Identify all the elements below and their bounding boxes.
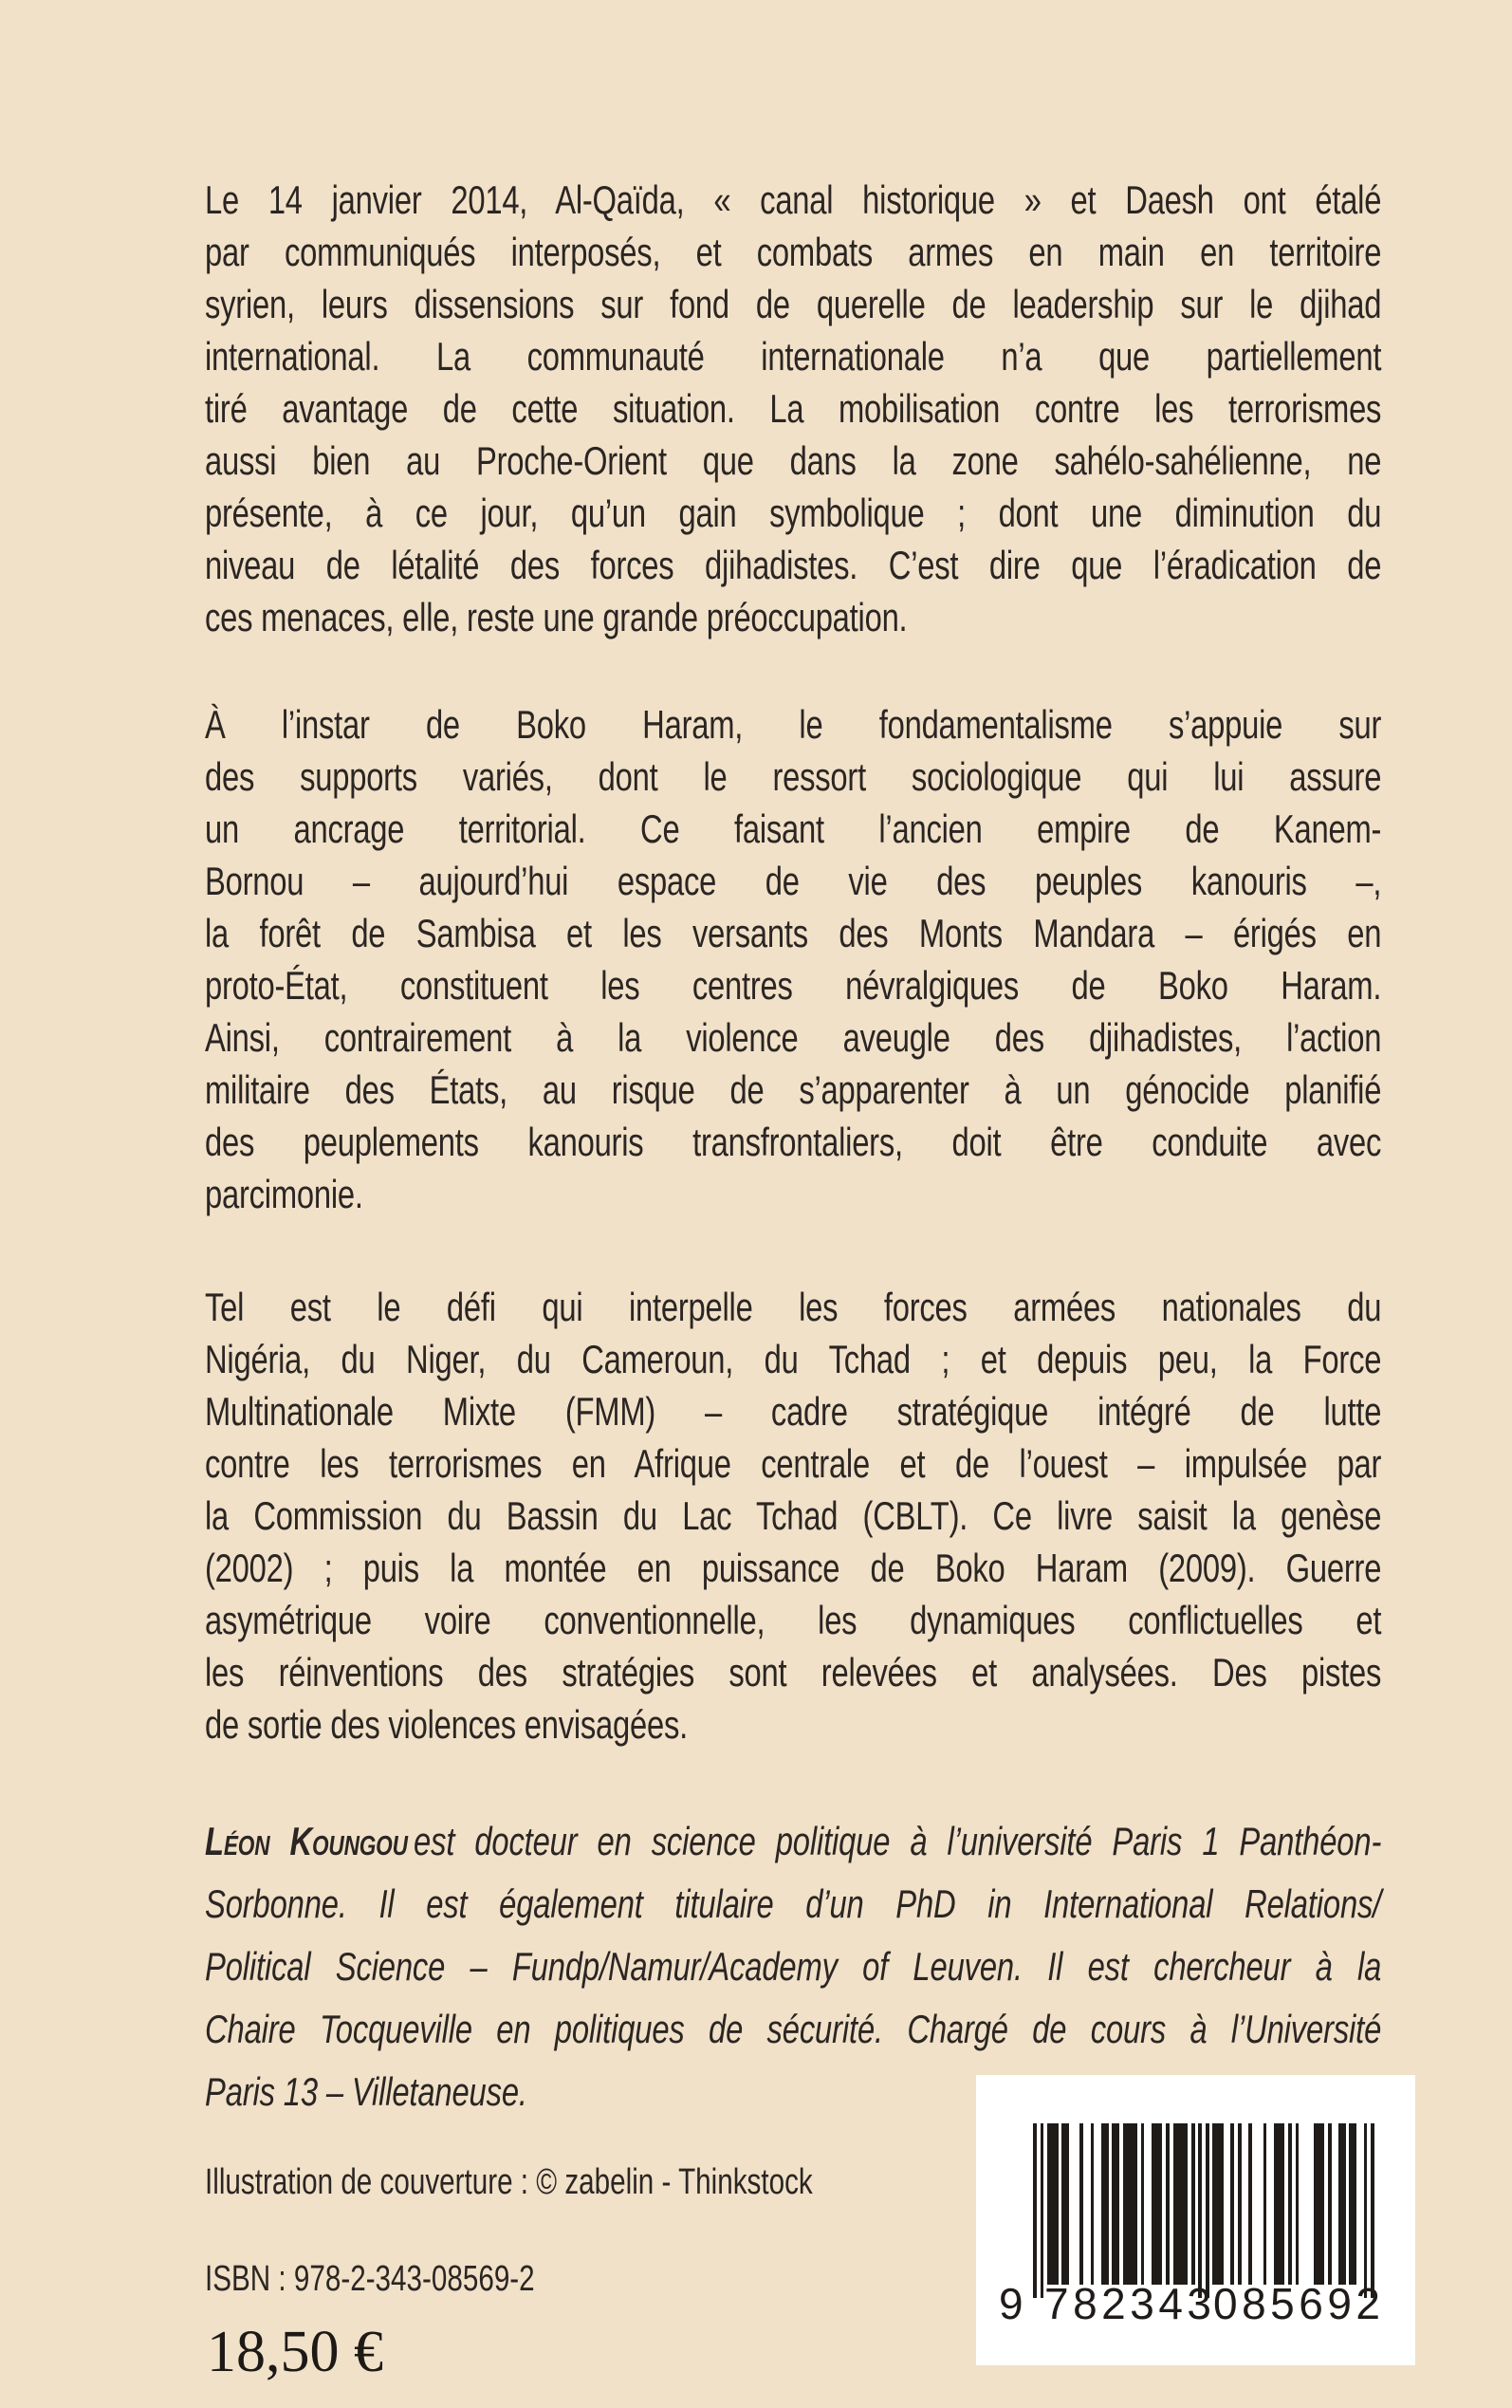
text-line: syrien, leurs dissensions sur fond de querelle de leadership sur le djihad xyxy=(205,282,1382,326)
text-line: Multinationale Mixte (FMM) – cadre stratégique intégré de lutte xyxy=(205,1389,1382,1434)
text-line: les réinventions des stratégies sont relevées et analysées. Des pistes xyxy=(205,1650,1382,1695)
text-line: Le 14 janvier 2014, Al-Qaïda, « canal historique » et Daesh ont étalé xyxy=(205,177,1382,222)
synopsis-paragraph xyxy=(205,1281,1381,1750)
text-line: Ainsi, contrairement à la violence aveugle des djihadistes, l’action xyxy=(205,1015,1382,1060)
barcode-bar xyxy=(1184,2123,1188,2285)
text-line: Paris 13 – Villetaneuse. xyxy=(205,2069,527,2114)
barcode-bar xyxy=(1041,2123,1044,2298)
text-line: aussi bien au Proche-Orient que dans la zone sahélo-sahélienne, ne xyxy=(205,438,1382,483)
barcode-bar xyxy=(1296,2123,1300,2285)
barcode-bar xyxy=(1033,2123,1037,2298)
text-line: des supports variés, dont le ressort sociologique qui lui assure xyxy=(205,754,1382,799)
barcode-bar xyxy=(1134,2123,1137,2285)
barcode-bar xyxy=(1141,2123,1145,2285)
author-bio-text: est docteur en science politique à l’université Paris 1 Panthéon- xyxy=(414,1819,1382,1863)
barcode-bar xyxy=(1320,2123,1324,2285)
text-line: présente, à ce jour, qu’un gain symbolique ; dont une diminution du xyxy=(205,491,1382,535)
text-line: des peuplements kanouris transfrontaliers, doit être conduite avec xyxy=(205,1120,1382,1164)
barcode-bar xyxy=(1288,2123,1292,2285)
barcode-box xyxy=(976,2075,1415,2365)
price-text: 18,50 € xyxy=(207,2320,383,2384)
barcode-bar xyxy=(1159,2123,1163,2285)
text-line: Sorbonne. Il est également titulaire d’un PhD in International Relations/ xyxy=(205,1881,1382,1926)
barcode-digit-left: 9 xyxy=(999,2279,1023,2328)
text-line: un ancrage territorial. Ce faisant l’ancien empire de Kanem- xyxy=(205,806,1382,851)
barcode-bar xyxy=(1371,2123,1374,2298)
barcode-bar xyxy=(1328,2123,1332,2285)
text-line: proto-État, constituent les centres névralgiques de Boko Haram. xyxy=(205,963,1382,1008)
synopsis-paragraph xyxy=(205,698,1381,1220)
barcode-bar xyxy=(1065,2123,1069,2285)
isbn-text: ISBN : 978-2-343-08569-2 xyxy=(205,2259,535,2299)
text-line: (2002) ; puis la montée en puissance de Boko Haram (2009). Guerre xyxy=(205,1546,1382,1590)
synopsis-paragraph xyxy=(205,174,1381,643)
barcode-bar xyxy=(1105,2123,1109,2285)
barcode-bar xyxy=(1091,2123,1095,2285)
barcode-bar xyxy=(1263,2123,1267,2285)
illustration-credit: Illustration de couverture : © zabelin - Thinkstock xyxy=(205,2162,813,2202)
author-name: Léon Koungou xyxy=(205,1819,408,1863)
text-line: ces menaces, elle, reste une grande préoccupation. xyxy=(205,595,908,639)
barcode-bar xyxy=(1248,2123,1252,2285)
barcode-bars-icon xyxy=(1033,2123,1374,2298)
text-line: par communiqués interposés, et combats armes en main en territoire xyxy=(205,230,1382,274)
text-line: Nigéria, du Niger, du Cameroun, du Tchad ; et depuis peu, la Force xyxy=(205,1337,1382,1381)
text-line: militaire des États, au risque de s’apparenter à un génocide planifié xyxy=(205,1067,1382,1112)
text-line: tiré avantage de cette situation. La mobilisation contre les terrorismes xyxy=(205,386,1382,431)
text-line: international. La communauté internationale n’a que partiellement xyxy=(205,334,1382,379)
text-line: Political Science – Fundp/Namur/Academy of Leuven. Il est chercheur à la xyxy=(205,1944,1382,1989)
barcode-digit-group1: 782343 xyxy=(1044,2279,1216,2328)
text-line: la Commission du Bassin du Lac Tchad (CBLT). Ce livre saisit la genèse xyxy=(205,1493,1382,1538)
barcode-bar xyxy=(1220,2123,1224,2285)
barcode-bar xyxy=(1353,2123,1356,2285)
barcode-bar xyxy=(1055,2123,1059,2285)
text-line: de sortie des violences envisagées. xyxy=(205,1702,688,1747)
barcode-bar xyxy=(1238,2123,1242,2285)
barcode-bar xyxy=(1281,2123,1284,2285)
text-line: niveau de létalité des forces djihadistes. C’est dire que l’éradication de xyxy=(205,543,1382,587)
text-line: Chaire Tocqueville en politiques de sécurité. Chargé de cours à l’Université xyxy=(205,2007,1382,2051)
text-line: Bornou – aujourd’hui espace de vie des peuples kanouris –, xyxy=(205,859,1382,903)
text-line: contre les terrorismes en Afrique centrale et de l’ouest – impulsée par xyxy=(205,1441,1382,1486)
barcode-digit-group2: 085692 xyxy=(1213,2279,1385,2328)
barcode-bar xyxy=(1342,2123,1346,2285)
barcode-bar xyxy=(1198,2123,1202,2298)
barcode-bar xyxy=(1191,2123,1195,2285)
text-line: la forêt de Sambisa et les versants des Monts Mandara – érigés en xyxy=(205,911,1382,955)
barcode-bar xyxy=(1166,2123,1170,2285)
barcode-bar xyxy=(1116,2123,1119,2285)
barcode-bar xyxy=(1364,2123,1368,2298)
text-line: Tel est le défi qui interpelle les forces armées nationales du xyxy=(205,1285,1382,1329)
barcode-bar xyxy=(1079,2123,1083,2285)
author-bio-first-line xyxy=(205,1810,1381,1873)
barcode-bar xyxy=(1206,2123,1209,2298)
text-line: parcimonie. xyxy=(205,1172,363,1216)
text-line: asymétrique voire conventionnelle, les dynamiques conflictuelles et xyxy=(205,1598,1382,1642)
text-line: À l’instar de Boko Haram, le fondamentalisme s’appuie sur xyxy=(205,702,1382,747)
barcode-bar xyxy=(1230,2123,1234,2285)
